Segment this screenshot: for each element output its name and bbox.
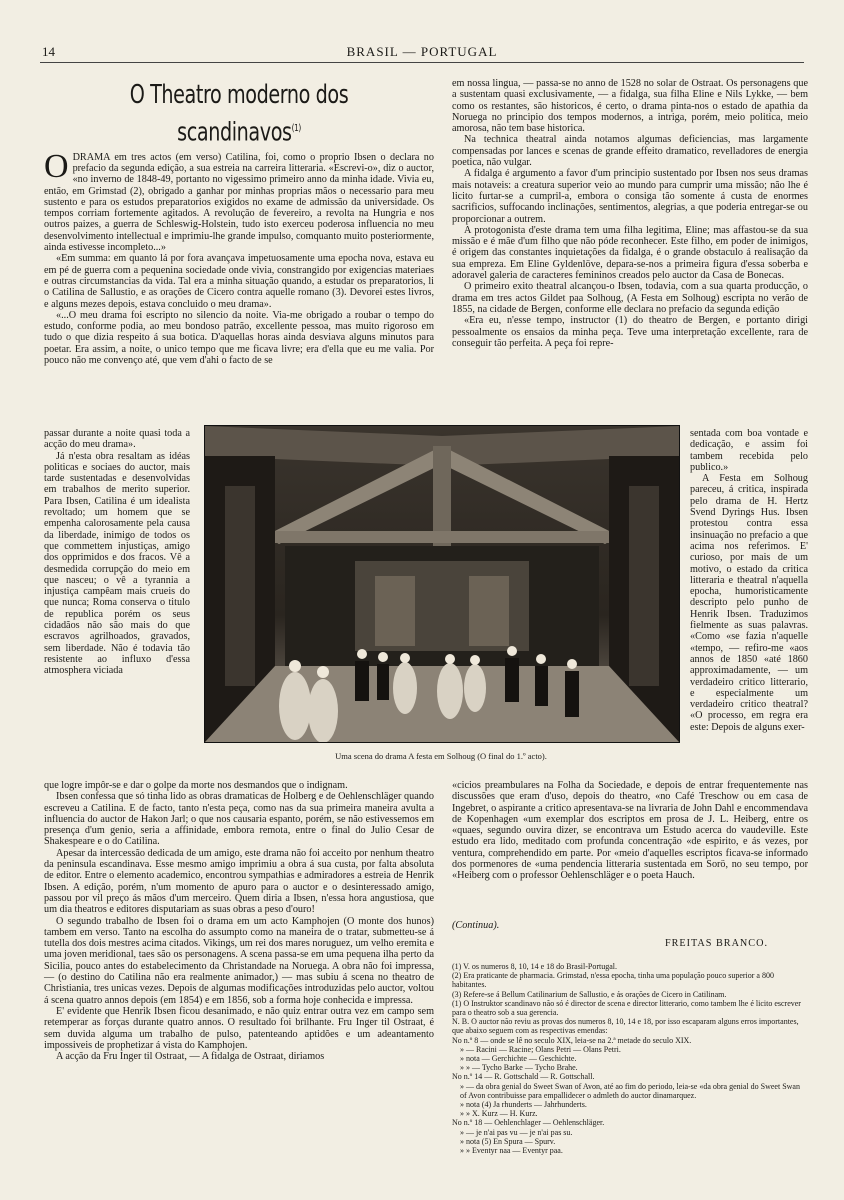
right-narrow-column bbox=[690, 428, 808, 733]
photo-illustration bbox=[205, 426, 679, 742]
footnote: » » X. Kurz — H. Kurz. bbox=[460, 1109, 538, 1119]
footnote: » » Eventyr naa — Eventyr paa. bbox=[460, 1146, 563, 1156]
footnote: » nota (4) Ja rhunderts — Jahrhunderts. bbox=[460, 1100, 587, 1110]
footnotes bbox=[452, 962, 808, 1155]
left-narrow-column bbox=[44, 428, 190, 677]
left-column-top bbox=[44, 78, 434, 366]
signature-block bbox=[452, 920, 808, 949]
paragraph: DRAMA em tres actos (em verso) Catilina, foi, como o proprio Ibsen o declara no prefacio da segunda edição, a sua estreia na carreira litteraria. «Escrevi-o», diz o auctor, «no inverno de 1848-49, portanto no vigessimo primeiro anno da minha idade. Vivia eu, então, em Grimstad (2), obrigado a ganhar por minhas proprias mãos o necessario para meu sustento e para os estudos preparatorios exigidos no exame de admissão da universidade. Os tempos corriam fortemente agitados. A revolução de fevereiro, a revolta na Hungria e nos outros paizes, a guerra de Schleswig-Holstein, tudo isto exerceu poderosa influencia no meu desenvolvimento intellectual e imprimiu-lhe grande impulso, comquanto muito posteriormente, ainda estivesse incompleto...» bbox=[44, 151, 434, 254]
footnote: No n.º 18 — Oehlenchlager — Oehlenschläger. bbox=[452, 1118, 605, 1128]
theatre-scene-photo bbox=[204, 425, 680, 743]
paragraph: que logre impôr-se e dar o golpe da morte nos desmandos que o indignam. bbox=[44, 780, 348, 791]
footnote: (2) Era praticante de pharmacia. Grimstad, n'essa epocha, tinha uma população pouco superior a 800 habitantes. bbox=[452, 971, 774, 990]
paragraph: O segundo trabalho de Ibsen foi o drama em um acto Kamphojen (O monte dos hunos) tambem em verso. Tanto na escolha do assumpto como na maneira de o tratar, submetteu-se á tutella dos dois mestres acima citados. Vikings, um rei dos mares noruguez, um velho eremita e uma joven meridional, taes são os personagens. A scena passa-se em uma pequena ilha perto da Sicilia, pouco antes do estabelecimento da Christandade na Noruega. A obra não foi impressa, — (o destino do Catilina não era realmente animador,) — mas subiu á scena no theatro de Christiania, tres unicas vezes. Depois de algumas modificações introduzidas pelo auctor, voltou á scena quatro annos depois (em 1854) e em 1856, sob a forma hoje conhecida e impressa. bbox=[44, 915, 434, 1006]
paragraph: Apesar da intercessão dedicada de um amigo, este drama não foi acceito por nenhum theatro da peninsula escandinava. Esse mesmo amigo imprimiu a obra á sua custa, por falta absoluta de editor. Entre o elemento academico, encontrou sympathias e admiradores a estreia de Henrik Ibsen. A edição, porém, n'um momento de apuro para o auctor e o desinteressado amigo, passou por vil preço ás mãos d'um merceiro. Quem diria a Ibsen, n'essa hora angustiosa, que um dia theatros e editores disputariam as suas obras a peso d'ouro! bbox=[44, 847, 434, 916]
paragraph: A acção da Fru Inger til Ostraat, — A fidalga de Ostraat, diriamos bbox=[56, 1051, 325, 1063]
running-title: BRASIL — PORTUGAL bbox=[346, 44, 498, 59]
paragraph: «Era eu, n'esse tempo, instructor (1) do theatro de Bergen, e portanto dirigi pessoalmente os ensaios da minha peça. Teve uma interpretação excellente, rara de conseguir tão perfeita. A peça foi repre- bbox=[452, 315, 808, 349]
paragraph: passar durante a noite quasi toda a acção do meu drama». bbox=[44, 428, 190, 451]
paragraph: Na technica theatral ainda notamos algumas deficiencias, mas largamente compensadas por lances e scenas de grande effeito dramatico, revelladores de energia poetica, não vulgar. bbox=[452, 134, 808, 169]
footnote: (1) O Instruktor scandinavo não só é director de scena e director litterario, como tambem lhe é licito escrever para o theatro sob a sua gerencia. bbox=[452, 998, 801, 1018]
footnote: (1) V. os numeros 8, 10, 14 e 18 do Brasil-Portugal. bbox=[452, 962, 618, 971]
continua-note: (Continua). bbox=[452, 920, 500, 931]
paragraph: A Festa em Solhoug pareceu, á critica, inspirada pelo drama de H. Hertz Svend Dyrings Hus. Ibsen protestou contra essa insinuação no prefacio a que acima nos referimos. E' curioso, por mais de um motivo, o estado da critica litteraria e theatral n'aquella epocha, humoristicamente descripto pelo punho de Henrik Ibsen. Traduzimos fielmente as suas palavras. «Como «se fazia n'aquelle «tempo, — refiro-me «aos annos de 1850 «até 1860 approximadamente, — um verdadeiro critico litterario, e especialmente um verdadeiro critico theatral? «O processo, em regra era este: Depois de alguns exer- bbox=[690, 473, 808, 733]
footnote: » — Racini — Racine; Olans Petri — Olans Petri. bbox=[460, 1044, 621, 1054]
paragraph: A protogonista d'este drama tem uma filha legitima, Eline; mas affastou-se da sua missão e é mãe d'um filho que não póde reconhecer. Este filho, em poder de inimigos, é origem das constantes inquietações da fidalga, é o grande obstaculo á realisação da sua empreza. Em Eline Gyldenlöve, depara-se-nos a primeira figura d'essa soberba e adoravel galeria de caracteres femininos creados pelo auctor da Casa de Bonecas. bbox=[452, 224, 808, 282]
article-title-text: O Theatro moderno dos scandinavos bbox=[129, 80, 349, 148]
footnote: N. B. O auctor não reviu as provas dos numeros 8, 10, 14 e 18, por isso escaparam alguns erros importantes, que abaixo seguem com as respectivas emendas: bbox=[452, 1017, 799, 1036]
footnote: (3) Refere-se á Bellum Catilinarium de Sallustio, e ás orações de Cicero in Catilinam. bbox=[452, 989, 727, 999]
footnote: » nota (5) En Spura — Spurv. bbox=[460, 1136, 556, 1146]
footnote: » — je n'ai pas vu — je n'ai pas su. bbox=[460, 1127, 573, 1137]
paragraph: A fidalga é argumento a favor d'um principio sustentado por Ibsen nos seus dramas mais notaveis: a creatura superior veio ao mundo para cumprir uma missão; não lhe é licito furtar-se a cumpril-a, embora o consiga tão somente á custa de enormes sacrificios, suffocando inclinações, sentimentos, alegrias, a que poderia entregar-se ou proporcionar a outrem. bbox=[452, 168, 808, 225]
paragraph: Ibsen confessa que só tinha lido as obras dramaticas de Holberg e de Oehlenschläger quando escreveu a Catilina. E de facto, tanto n'esta peça, como nas da sua primeira maneira avulta a influencia do auctor de Hakon Jarl; o que nos causaria espanto, porém, se não estivessemos em presença d'um genio, seria a affinidade, embora remota, entre o final do Julio Cesar de Shakespeare e o do Catilina. bbox=[44, 791, 434, 848]
photo-caption: Uma scena do drama A festa em Solhoug (O final do 1.º acto). bbox=[335, 751, 547, 761]
paragraph: E' evidente que Henrik Ibsen ficou desanimado, e não quiz entrar outra vez em campo sem retemperar as forças durante quatro annos. O resultado foi brilhante. Fru Inger til Ostraat, é sem duvida alguma um trabalho de pulso, patenteando aptidões e um adeantamento impossiveis de prophetizar á vista do Kamphojen. bbox=[44, 1005, 434, 1051]
footnote: » — da obra genial do Sweet Swan of Avon, até ao fim do periodo, leia-se «da obra genial do Sweet Swan of Avon contribuisse para empallidecer o admleth do auctor dinamarquez. bbox=[460, 1081, 800, 1100]
author-name: FREITAS BRANCO. bbox=[664, 938, 768, 949]
paragraph: «...O meu drama foi escripto no silencio da noite. Via-me obrigado a roubar o tempo do estudo, conforme podia, ao meu bondoso patrão, excellente pessoa, mas muito rigoroso em tudo o que dizia respeito á sua botica. D'aquellas horas ainda desviava alguns minutos para poetar. Era assim, a noite, o unico tempo que me ficava livre; era d'ella que eu me valia. Por pouco não me convenço até, que vem d'ahi o facto de se bbox=[44, 309, 434, 366]
left-column-bottom bbox=[44, 780, 434, 1062]
right-column-bottom bbox=[452, 780, 808, 882]
footnote: No n.º 8 — onde se lê no seculo XIX, leia-se na 2.ª metade do seculo XIX. bbox=[452, 1035, 692, 1045]
drop-cap: O bbox=[44, 147, 69, 185]
page-number: 14 bbox=[42, 44, 55, 59]
footnote: No n.º 14 — R. Gottschald — R. Gottschall. bbox=[452, 1072, 595, 1082]
paragraph: em nossa lingua, — passa-se no anno de 1528 no solar de Ostraat. Os personagens que a sustentam quasi exclusivamente, — a fidalga, sua filha Eline e Nils Lykke, — bem como os restantes, são historicos, é certo, o drama pinta-nos o estado de apathia da Noruega no principio dos tempos modernos, a intriga, porém, meio politica, meio amorosa, não tem base historica. bbox=[452, 78, 808, 135]
header-rule bbox=[40, 62, 804, 63]
paragraph: «Em summa: em quanto lá por fora avançava impetuosamente uma epocha nova, estava eu em pé de guerra com a pequenina sociedade onde vivia, constrangido por exigencias materiaes e outras circumstancias da vida. Tal era a minha situação quando, a estudar os preparatorios, li o Catilina de Sallustio, e as orações de Cicero contra aquelle romano (3). Devorei estes livros, e alguns mezes depois, estava concluido o meu drama». bbox=[44, 253, 434, 310]
paragraph: «cicios preambulares na Folha da Sociedade, e depois de entrar frequentemente nas discussões que eram d'uso, depois do theatro, «no Café Treschow ou em casa de Ingebret, o aspirante a critico apresentava-se na livraria de John Dahl e encommendava de Kopenhagen «um exemplar dos escriptos em prosa de J. L. Heiberg, entre os «quaes, segundo ouvira dizer, se encontrava um Estudo acerca do vaudeville. Este estudo era lido, meditado com profunda concentração «de espirito, e ás vezes, por ventura, comprehendido em parte. Por «meio d'aquelles escriptos ficava-se informado dos pormenores de «uma pendencia litteraria sustentada em Sorö, no seu tempo, por «Heiberg com o professor Oehlenschläger e o poeta Hauch. bbox=[452, 780, 808, 882]
footnote: » » — Tycho Barke — Tycho Brahe. bbox=[460, 1063, 578, 1073]
paragraph: sentada com boa vontade e dedicação, e assim foi tambem recebida pelo publico.» bbox=[690, 428, 808, 473]
article-title bbox=[79, 78, 399, 150]
paragraph: O primeiro exito theatral alcançou-o Ibsen, todavia, com a sua quarta producção, o drama em tres actos Gildet paa Solhoug, (A Festa em Solhoug) escripta no verão de 1855, na cidade de Bergen, conforme elle declara no prefacio da segunda edição bbox=[452, 281, 808, 315]
paragraph: Já n'esta obra resaltam as idéas politicas e sociaes do auctor, mais tarde sustentadas e desenvolvidas em trabalhos de merito superior. Para Ibsen, Catilina é um idealista revoltado; um homem que se empenha calorosamente pela causa da liberdade, inimigo de todos os que commettem injustiças, amigo dos opprimidos e dos fracos. Vê a desmedida corrupção do meio em que nasceu; o vê a tyrannia a injustiça campêam mais crueis do que nunca; Roma conserva o titulo de republica porém os seus cidadãos não são mais do que escravos agrilhoados, gravados, sem liberdade. Não é todavia tão resistente ao influxo d'essa atmosphera viciada bbox=[44, 450, 190, 677]
right-column-top bbox=[452, 78, 808, 349]
footnote: » nota — Gerchichte — Geschichte. bbox=[460, 1054, 577, 1064]
title-footnote-mark: (1) bbox=[291, 123, 301, 134]
